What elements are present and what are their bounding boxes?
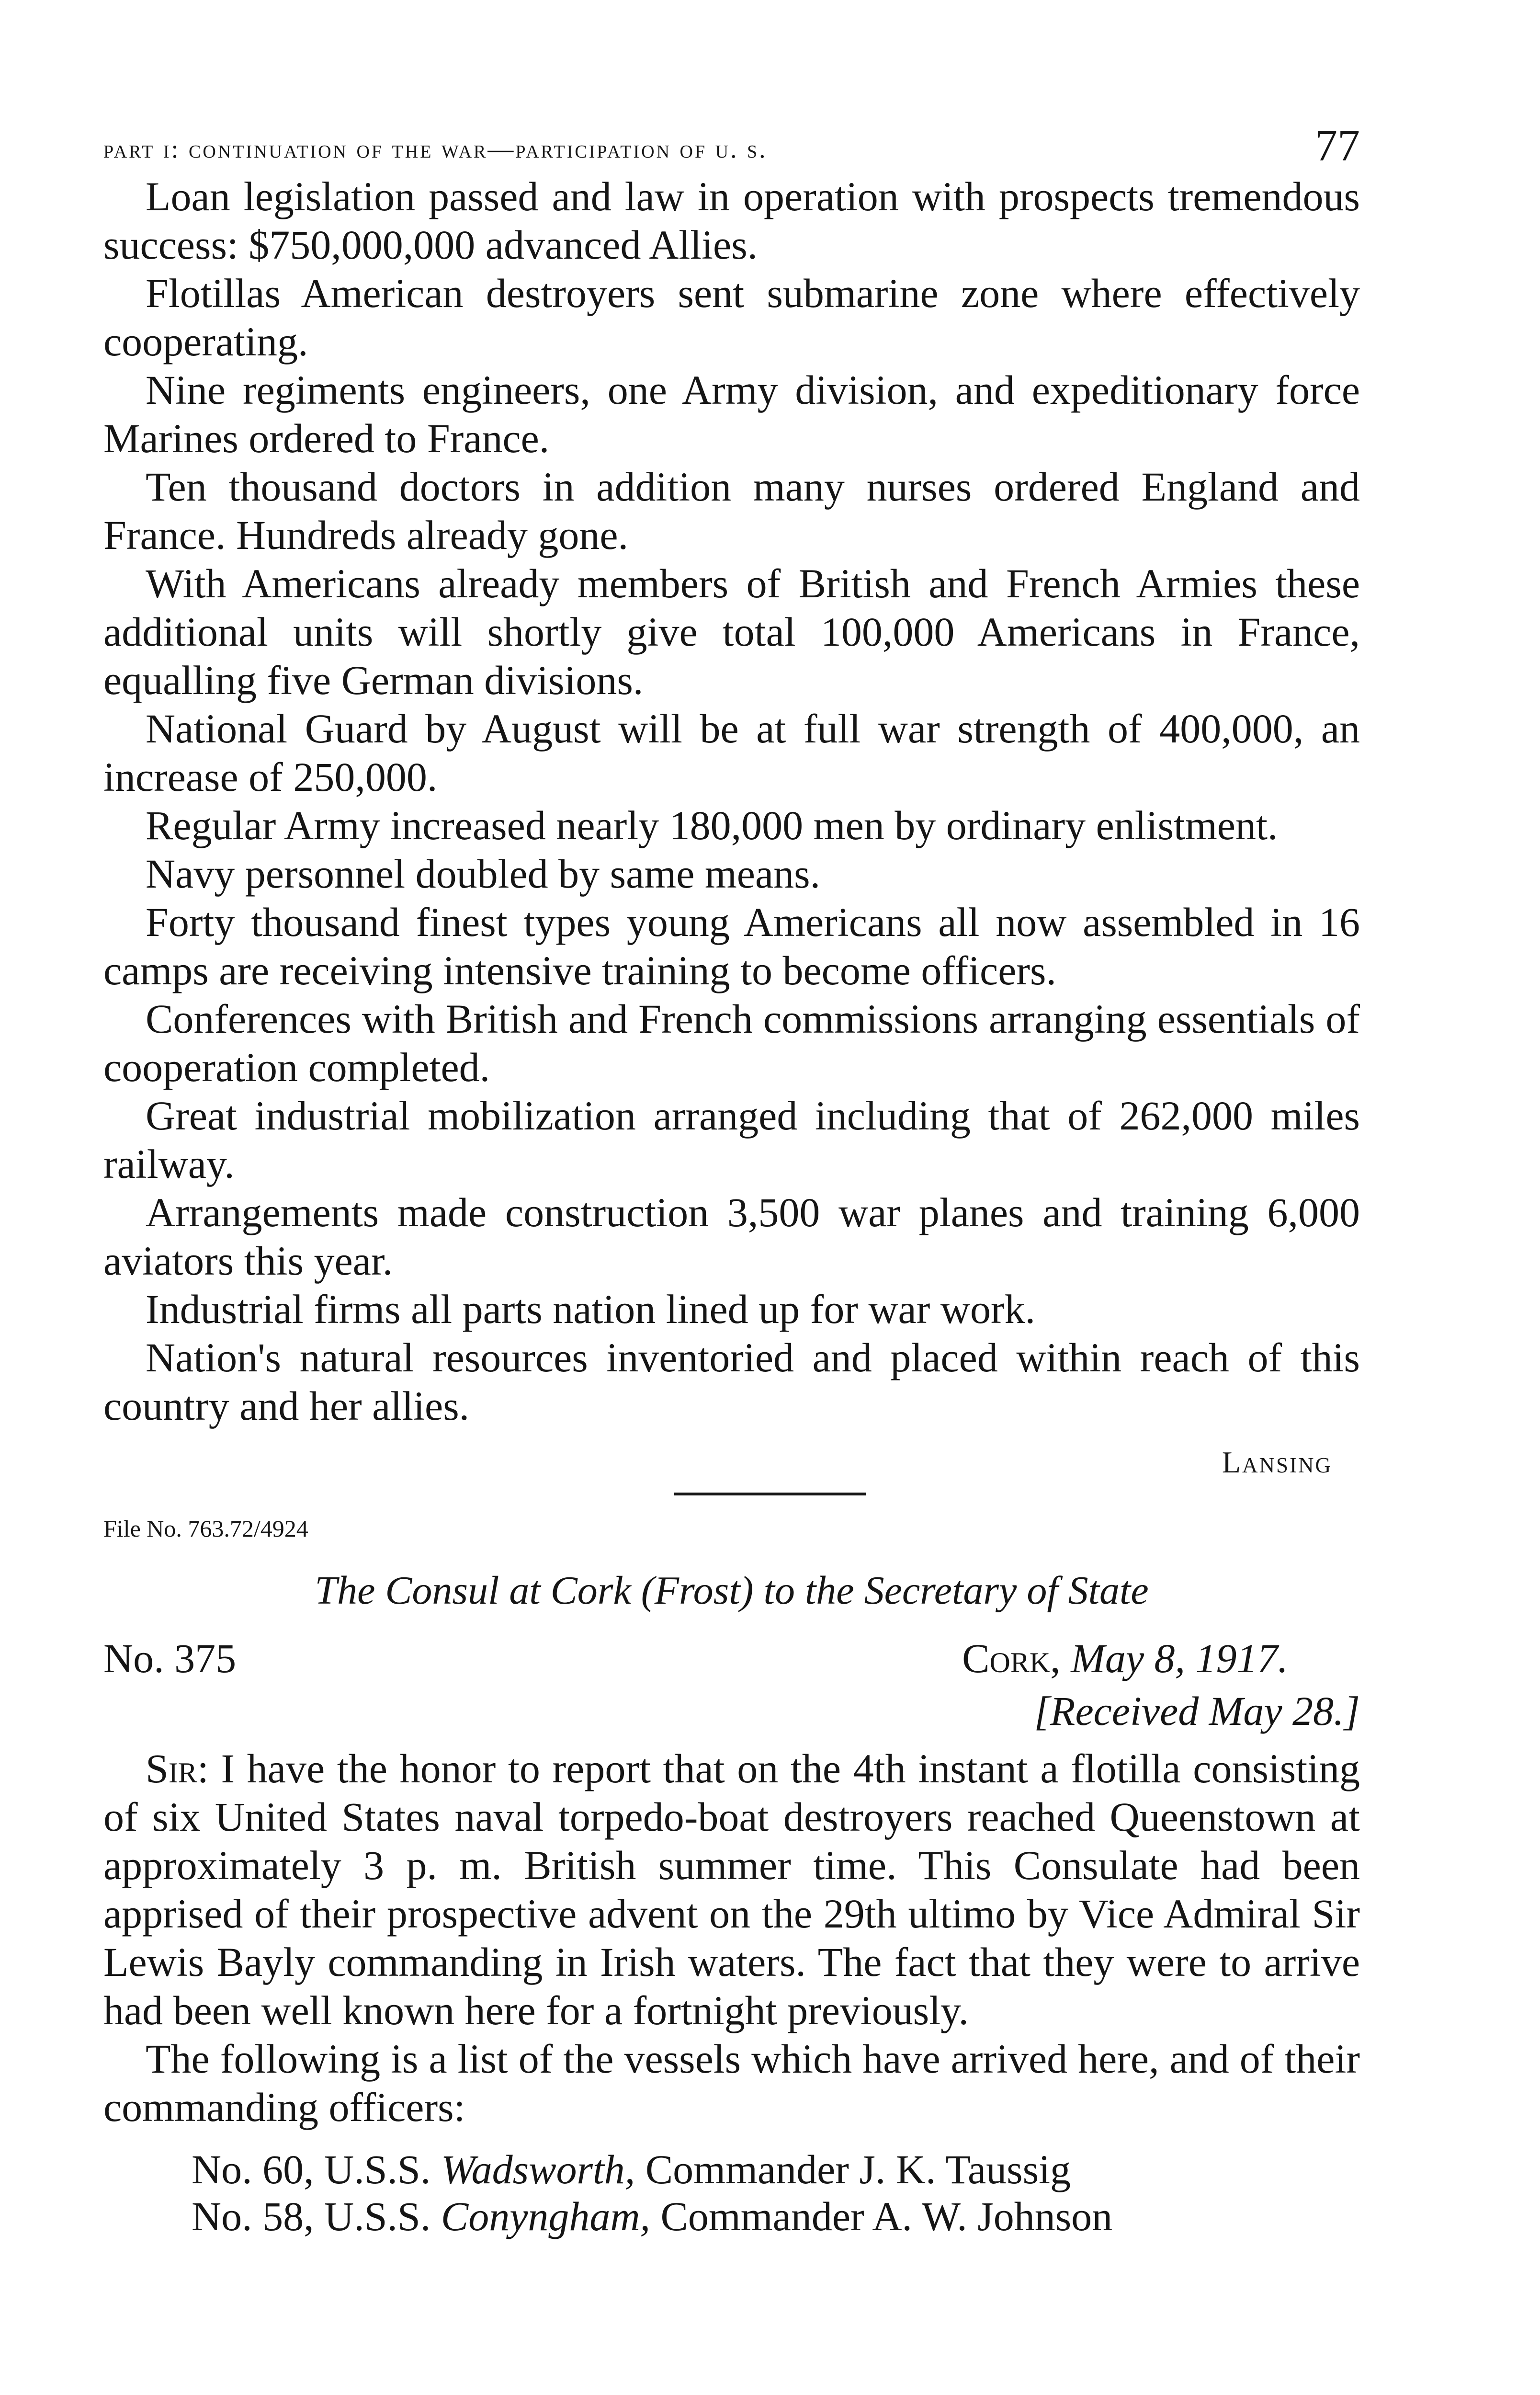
vessel-prefix: U.S.S. (324, 2193, 431, 2239)
summary-paragraph: National Guard by August will be at full war strength of 400,000, an increase of 250,000. (103, 706, 1360, 800)
summary-paragraph: Forty thousand finest types young Americans all now assembled in 16 camps are receiving intensive training to become officers. (103, 899, 1360, 993)
vessel-prefix: U.S.S. (324, 2146, 431, 2192)
dateline-row (103, 1634, 1360, 1687)
salutation: Sir (146, 1745, 197, 1791)
summary-paragraph: Ten thousand doctors in addition many nurses ordered England and France. Hundreds already gone. (103, 464, 1360, 558)
summary-paragraph: Flotillas American destroyers sent submarine zone where effectively cooperating. (103, 270, 1360, 365)
letter-paragraph (103, 1745, 1360, 2035)
vessel-commander: Commander J. K. Taussig (645, 2146, 1071, 2192)
summary-paragraph: Nation's natural resources inventoried and placed within reach of this country and her allies. (103, 1334, 1360, 1429)
vessel-name: Wadsworth, (441, 2146, 635, 2192)
vessel-list (192, 2146, 1360, 2240)
document-heading: The Consul at Cork (Frost) to the Secretary of State (315, 1568, 1149, 1613)
running-header (103, 115, 1360, 172)
document-page (103, 115, 1360, 2240)
section-divider (674, 1493, 866, 1495)
summary-paragraph: Great industrial mobilization arranged including that of 262,000 miles railway. (103, 1093, 1360, 1187)
vessel-name: Conyngham, (441, 2193, 651, 2239)
received-date: [Received May 28.] (1034, 1688, 1360, 1734)
summary-paragraph: With Americans already members of British and French Armies these additional units will shortly give total 100,000 Americans in France, equalling five German divisions. (103, 560, 1360, 703)
summary-paragraph: Regular Army increased nearly 180,000 men by ordinary enlistment. (146, 802, 1278, 848)
document-number: No. 375 (103, 1635, 237, 1681)
letter-paragraph-text: : I have the honor to report that on the 4th instant a flotilla consisting of six United States naval torpedo-boat destroyers reached Queenstown at approximately 3 p. m. British summer time. This Consulate had been apprised of their prospective advent on the 29th ultimo by Vice Admiral Sir Lewis Bayly commanding in Irish waters. The fact that they were to arrive had been well known here for a fortnight previously. (103, 1745, 1360, 2033)
telegram-summary (103, 172, 1360, 1430)
summary-paragraph: Industrial firms all parts nation lined up for war work. (146, 1286, 1036, 1332)
page-number: 77 (1315, 121, 1360, 171)
running-title: part i: continuation of the war—participation of u. s. (103, 135, 768, 163)
signature: Lansing (1222, 1445, 1332, 1479)
dateline-date: May 8, 1917. (1071, 1635, 1288, 1681)
letter-body (103, 1745, 1360, 2132)
dateline-place: Cork, (962, 1635, 1061, 1681)
vessel-commander: Commander A. W. Johnson (660, 2193, 1113, 2239)
summary-paragraph: Nine regiments engineers, one Army division, and expeditionary force Marines ordered to France. (103, 367, 1360, 461)
vessel-number: No. 58, (192, 2193, 314, 2239)
summary-paragraph: Arrangements made construction 3,500 war planes and training 6,000 aviators this year. (103, 1189, 1360, 1284)
vessel-entry (192, 2193, 1360, 2240)
file-number: File No. 763.72/4924 (103, 1515, 308, 1542)
summary-paragraph: Navy personnel doubled by same means. (146, 851, 821, 897)
vessel-number: No. 60, (192, 2146, 314, 2192)
summary-paragraph: Conferences with British and French commissions arranging essentials of cooperation completed. (103, 996, 1360, 1090)
summary-paragraph: Loan legislation passed and law in operation with prospects tremendous success: $750,000,000 advanced Allies. (103, 173, 1360, 268)
letter-paragraph: The following is a list of the vessels which have arrived here, and of their commanding officers: (103, 2036, 1360, 2130)
vessel-entry (192, 2146, 1360, 2193)
dateline (962, 1634, 1288, 1682)
